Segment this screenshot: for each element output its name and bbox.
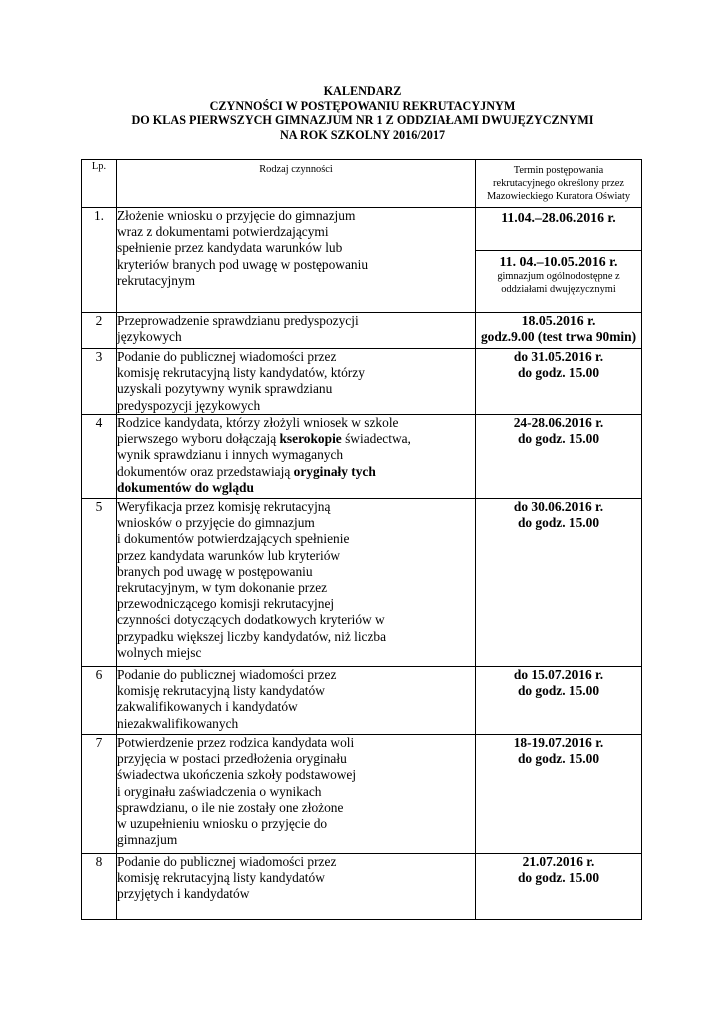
table-row <box>82 854 642 920</box>
activity-line: Podanie do publicznej wiadomości przez <box>117 667 337 682</box>
activity-line: wolnych miejsc <box>117 644 202 660</box>
term-note: oddziałami dwujęzycznymi <box>501 284 616 296</box>
activity-text: dokumentów oraz przedstawiają <box>117 463 294 479</box>
row-activity <box>117 349 476 415</box>
row-activity <box>117 499 476 667</box>
term-line: do godz. 15.00 <box>517 751 600 767</box>
table-row <box>82 208 642 313</box>
activity-line: gimnazjum <box>117 832 178 848</box>
activity-line: wraz z dokumentami potwierdzającymi <box>117 224 329 240</box>
activity-line: branych pod uwagę w postępowaniu <box>117 563 313 579</box>
row-activity <box>117 735 476 854</box>
row-term <box>476 313 642 349</box>
table-row <box>82 499 642 667</box>
row-number: 4 <box>82 415 117 499</box>
activity-line: komisję rekrutacyjną listy kandydatów <box>117 683 325 699</box>
term-note: gimnazjum ogólnodostępne z <box>497 271 620 283</box>
row-number: 2 <box>82 313 117 349</box>
table-header-row <box>82 160 642 208</box>
activity-line <box>117 431 475 447</box>
term-date: 11.04.–28.06.2016 r. <box>501 210 616 225</box>
row-number: 7 <box>82 735 117 854</box>
term-line: 18-19.07.2016 r. <box>513 735 604 750</box>
title-line-3: DO KLAS PIERWSZYCH GIMNAZJUM NR 1 Z ODDZIAŁAMI DWUJĘZYCZNYMI <box>131 113 594 128</box>
activity-bold-text: kserokopie <box>279 431 342 447</box>
activity-line: komisję rekrutacyjną listy kandydatów, którzy <box>117 365 365 381</box>
activity-line: spełnienie przez kandydata warunków lub <box>117 240 343 256</box>
activity-line: językowych <box>117 329 182 345</box>
row-number: 8 <box>82 854 117 920</box>
table-row <box>82 415 642 499</box>
row-term <box>476 415 642 499</box>
title-line-1: KALENDARZ <box>323 84 402 98</box>
activity-line: przypadku większej liczby kandydatów, niż liczba <box>117 628 387 644</box>
header-activity: Rodzaj czynności <box>117 160 476 208</box>
activity-line: uzyskali pozytywny wynik sprawdzianu <box>117 381 333 397</box>
activity-line: kryteriów branych pod uwagę w postępowaniu <box>117 256 369 272</box>
activity-line: komisję rekrutacyjną listy kandydatów <box>117 870 325 886</box>
activity-line: rekrutacyjnym <box>117 272 196 288</box>
activity-line: przez kandydata warunków lub kryteriów <box>117 547 341 563</box>
row-number: 6 <box>82 667 117 735</box>
header-lp: Lp. <box>82 160 117 208</box>
row-activity <box>117 854 476 920</box>
row-activity <box>117 415 476 499</box>
activity-line: i dokumentów potwierdzających spełnienie <box>117 531 350 547</box>
activity-line: Rodzice kandydata, którzy złożyli wniosek w szkole <box>117 415 399 430</box>
term-line: do godz. 15.00 <box>517 365 600 381</box>
term-line: do 15.07.2016 r. <box>513 667 604 682</box>
activity-line: wniosków o przyjęcie do gimnazjum <box>117 515 315 531</box>
term-line: do godz. 15.00 <box>517 431 600 447</box>
row-term <box>476 854 642 920</box>
table-row <box>82 667 642 735</box>
activity-line: w uzupełnieniu wniosku o przyjęcie do <box>117 816 328 832</box>
activity-line <box>117 464 475 480</box>
activity-line: czynności dotyczących dodatkowych kryteriów w <box>117 612 385 628</box>
row-term <box>476 735 642 854</box>
activity-bold-text: dokumentów do wglądu <box>117 479 254 495</box>
row-term <box>476 667 642 735</box>
row-term <box>476 499 642 667</box>
activity-line: świadectwa ukończenia szkoły podstawowej <box>117 767 357 783</box>
activity-line: przyjęcia w postaci przedłożenia oryginału <box>117 751 347 767</box>
row-number: 5 <box>82 499 117 667</box>
activity-line: przewodniczącego komisji rekrutacyjnej <box>117 596 335 612</box>
schedule-table <box>81 159 642 920</box>
activity-line: sprawdzianu, o ile nie zostały one złożone <box>117 799 344 815</box>
row-term <box>476 349 642 415</box>
activity-line: Złożenie wniosku o przyjęcie do gimnazjum <box>117 208 356 223</box>
activity-line: zakwalifikowanych i kandydatów <box>117 699 298 715</box>
header-term-line-3: Mazowieckiego Kuratora Oświaty <box>486 191 631 202</box>
term-line: do 31.05.2016 r. <box>513 349 604 364</box>
term-line: 21.07.2016 r. <box>522 854 595 869</box>
activity-line: predyspozycji językowych <box>117 397 261 413</box>
activity-line <box>117 480 475 496</box>
activity-line: Przeprowadzenie sprawdzianu predyspozycji <box>117 313 359 328</box>
term-line: 24-28.06.2016 r. <box>513 415 604 430</box>
activity-line: niezakwalifikowanych <box>117 715 239 731</box>
activity-line: Potwierdzenie przez rodzica kandydata woli <box>117 735 355 750</box>
row-term <box>476 208 642 313</box>
title-line-4: NA ROK SZKOLNY 2016/2017 <box>279 127 446 142</box>
header-term-line-2: rekrutacyjnego określony przez <box>493 178 624 189</box>
header-term <box>476 160 642 208</box>
row-activity <box>117 313 476 349</box>
title-line-2: CZYNNOŚCI W POSTĘPOWANIU REKRUTACYJNYM <box>209 98 516 113</box>
activity-line: wynik sprawdzianu i innych wymaganych <box>117 447 344 463</box>
term-date: 11. 04.–10.05.2016 r. <box>499 254 618 270</box>
activity-line: Podanie do publicznej wiadomości przez <box>117 854 337 869</box>
activity-text: świadectwa, <box>341 431 411 447</box>
table-row <box>82 735 642 854</box>
term-line: 18.05.2016 r. <box>521 313 596 328</box>
row-activity <box>117 667 476 735</box>
activity-bold-text: oryginały tych <box>293 463 376 479</box>
table-row <box>82 349 642 415</box>
activity-text: pierwszego wyboru dołączają <box>117 431 280 447</box>
activity-line: przyjętych i kandydatów <box>117 886 250 902</box>
term-line: do godz. 15.00 <box>517 870 600 886</box>
document-title <box>0 84 725 142</box>
header-term-line-1: Termin postępowania <box>513 165 604 176</box>
row-number: 1. <box>82 208 117 313</box>
activity-line: i oryginału zaświadczenia o wynikach <box>117 783 322 799</box>
activity-line: Podanie do publicznej wiadomości przez <box>117 349 337 364</box>
table-row <box>82 313 642 349</box>
row-activity <box>117 208 476 313</box>
term-line: do 30.06.2016 r. <box>513 499 604 514</box>
activity-line: Weryfikacja przez komisję rekrutacyjną <box>117 499 331 514</box>
term-line: do godz. 15.00 <box>517 683 600 699</box>
activity-line: rekrutacyjnym, w tym dokonanie przez <box>117 580 328 596</box>
term-line: do godz. 15.00 <box>517 515 600 531</box>
row-number: 3 <box>82 349 117 415</box>
term-line: godz.9.00 (test trwa 90min) <box>480 329 637 345</box>
